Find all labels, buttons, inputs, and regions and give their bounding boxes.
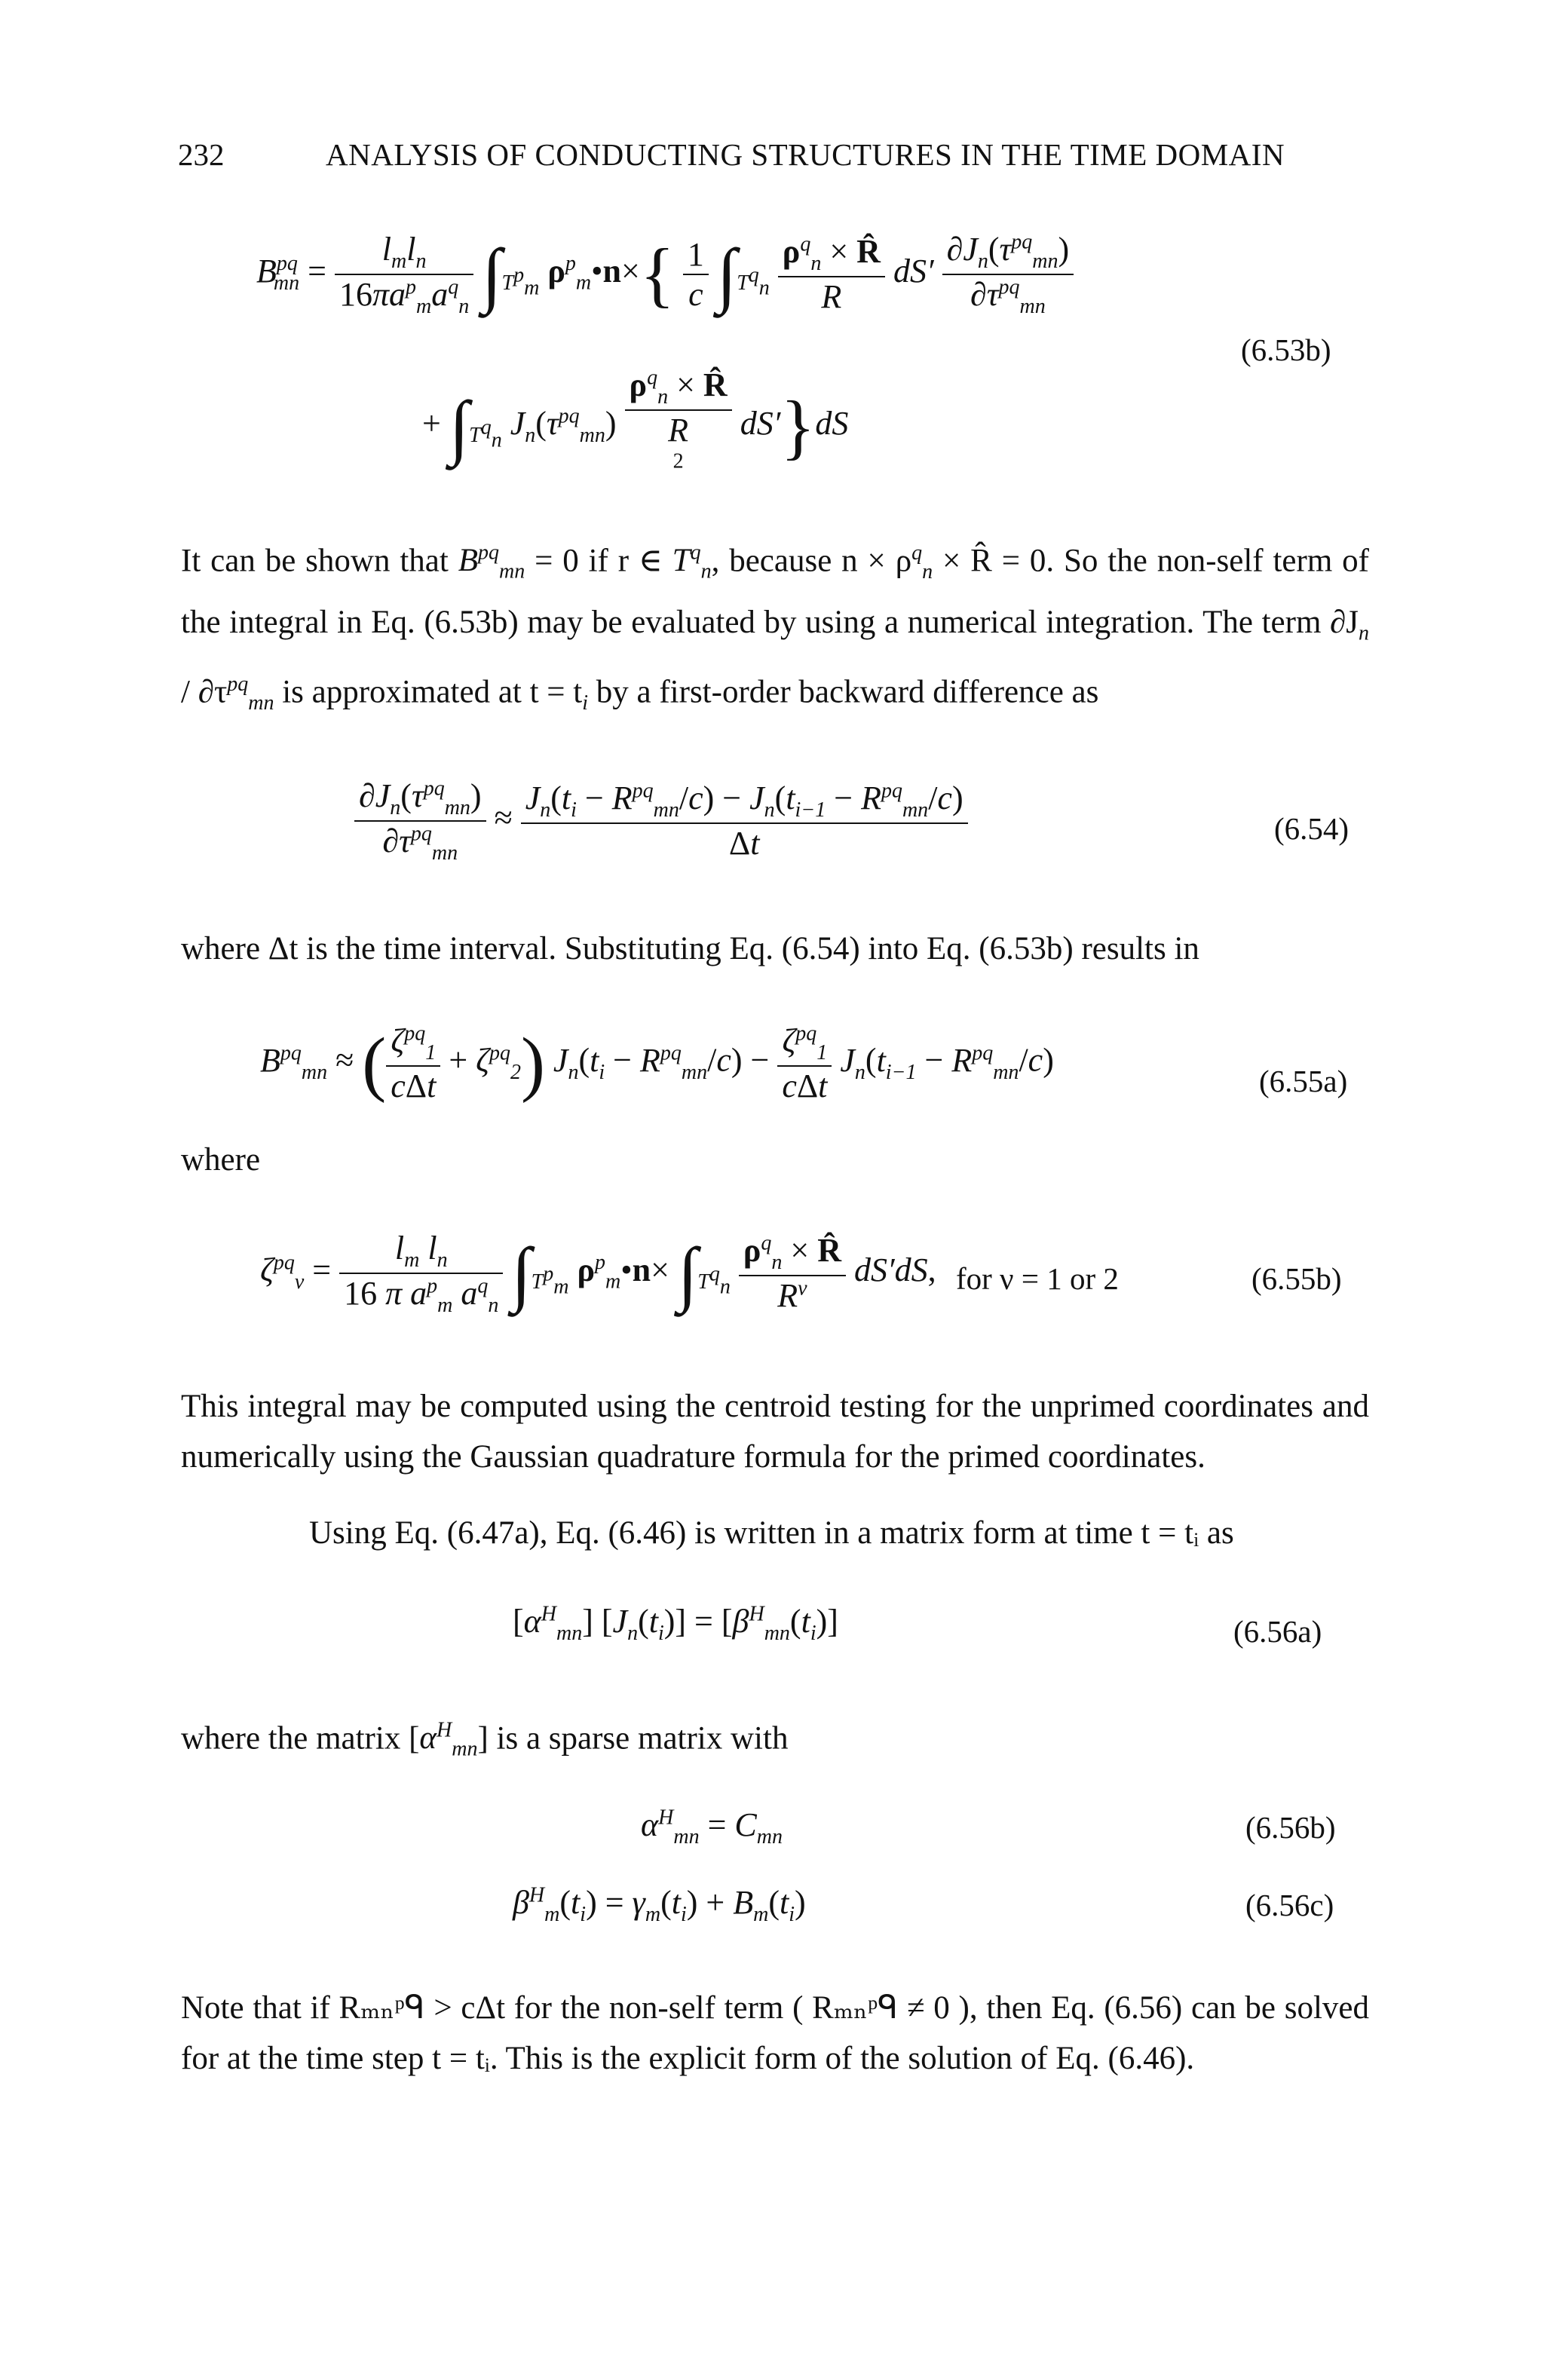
paragraph-text: , because n × ρ xyxy=(711,543,912,579)
paragraph-where: where xyxy=(181,1142,261,1178)
page-number: 232 xyxy=(178,137,225,172)
equation-tag: (6.56b) xyxy=(1245,1810,1336,1845)
paragraph-text: by a first-order backward difference as xyxy=(588,673,1099,709)
equation-tag: (6.55a) xyxy=(1259,1064,1348,1098)
equation-6-53b-line2: + $\int_{T^q_n}$ $J_n(\tau^{pq}_{mn})$ $\rho^q_n$ × R̂ R $^2$ dS′}dS xyxy=(422,366,849,473)
paragraph-text: / ∂τ xyxy=(181,673,228,709)
paragraph-integral: This integral may be computed using the centroid testing for the unprimed coordinates and numerically using the Gaussian quadrature formula for the primed coordinates. xyxy=(181,1389,1369,1475)
equation-6-56b: $\alpha^H_{mn} = C_{mn}$ xyxy=(641,1806,783,1849)
equation-tag: (6.54) xyxy=(1274,811,1349,846)
paragraph-text: = 0 if r ∈ xyxy=(525,543,672,579)
paragraph-sparse: where the matrix $[\alpha^H_{mn}]$ is a sparse matrix with xyxy=(181,1719,789,1761)
equation-6-55a: $B^{pq}_{mn}$ ≈ ( $\frac{\zeta^{pq}_1}{\text{cΔt}}$ + $\zeta^{pq}_2$) $J_n(t_i - R^{pq}_{mn}/c)$ − $\frac{\zeta^{pq}_1}{\text{cΔt}}$ $J_n(t_{i-1} - R^{pq}_{mn}/c)$ xyxy=(260,1022,1054,1104)
equation-6-56c: $\beta^H_m(t_i) = \gamma_m(t_i) + B_m(t_i)$ xyxy=(513,1883,806,1926)
paragraph-intro: It can be shown that $B^{pq}_{mn} = 0$ if r ∈ $T^q_n$, because $n \times \rho^q_n$ × R̂ = 0. So the non-self term of the integral in Eq. (6.53b) may be evaluated by using a numerical integration. The term $\partial J_n / \partial\tau^{pq}_{mn}$ is approximated at $t = t_i$ by a first-order backward difference as xyxy=(181,541,1369,715)
paragraph-text: is approximated at t = t xyxy=(274,673,583,709)
equation-6-54: $\frac{\partial J_n(\tau^{pq}_{mn})}{\partial\tau^{pq}_{mn}}$ ≈ $\frac{J_n(t_i - R^{pq}_{mn}/c) - J_n(t_{i-1} - R^{pq}_{mn}/c)}{\Delta t}$ xyxy=(354,776,968,865)
equation-tag: (6.55b) xyxy=(1251,1261,1342,1296)
paragraph-text: It can be shown that xyxy=(181,543,458,579)
equation-6-56a: $[\alpha^H_{mn}] [J_n(t_i)] = [\beta^H_{mn}(t_i)]$ xyxy=(513,1602,838,1645)
paragraph-text: is a sparse matrix with xyxy=(488,1720,789,1757)
equation-condition: for ν = 1 or 2 xyxy=(956,1261,1119,1296)
paragraph-note: Note that if Rₘₙᵖᑫ > cΔt for the non-self term ( Rₘₙᵖᑫ ≠ 0 ), then Eq. (6.56) can be solved for at the time step t = tᵢ. This is the explicit form of the solution of Eq. (6.46). xyxy=(181,1990,1369,2076)
equation-6-55b: $\zeta^{pq}_\nu$ = $\frac{l_m l_n}{16 \pi a^p_m a^q_n}$ $\int_{T^p_m}$ $\rho^p_m•n\times \int_{T^q_n}$ $\frac{\rho^q_n \times R̂}{R^\nu}$ dS′dS, xyxy=(260,1230,936,1317)
equation-tag: (6.56c) xyxy=(1245,1888,1334,1922)
paragraph-text: × R̂ = 0. So the non-self term of the integral in Eq. (6.53b) may be evaluated by using a numerical integration. The term ∂J xyxy=(181,543,1369,640)
running-head: ANALYSIS OF CONDUCTING STRUCTURES IN THE TIME DOMAIN xyxy=(326,137,1285,172)
paragraph-substitution: where Δt is the time interval. Substituting Eq. (6.54) into Eq. (6.53b) results in xyxy=(181,931,1199,966)
equation-6-53b-line1: $B^{pq}_{mn}$ = $\frac{l_ml_n}{16\pi a^p_ma^q_n}$ $\int_{T^p_m}$ $\rho^p_m•n\times${ $\frac{1}{c}$ $\int_{T^q_n}$ $\frac{\rho^q_n \times R̂}{R}$ dS′ $\frac{\partial J_n(\tau^{pq}_{mn})}{\partial\tau^{pq}_{mn}}$ xyxy=(256,230,1074,319)
equation-tag: (6.56a) xyxy=(1233,1614,1322,1649)
paragraph-text: where the matrix xyxy=(181,1720,409,1757)
paragraph-matrix-form: Using Eq. (6.47a), Eq. (6.46) is written in a matrix form at time t = tᵢ as xyxy=(309,1515,1234,1551)
equation-tag: (6.53b) xyxy=(1241,332,1331,367)
